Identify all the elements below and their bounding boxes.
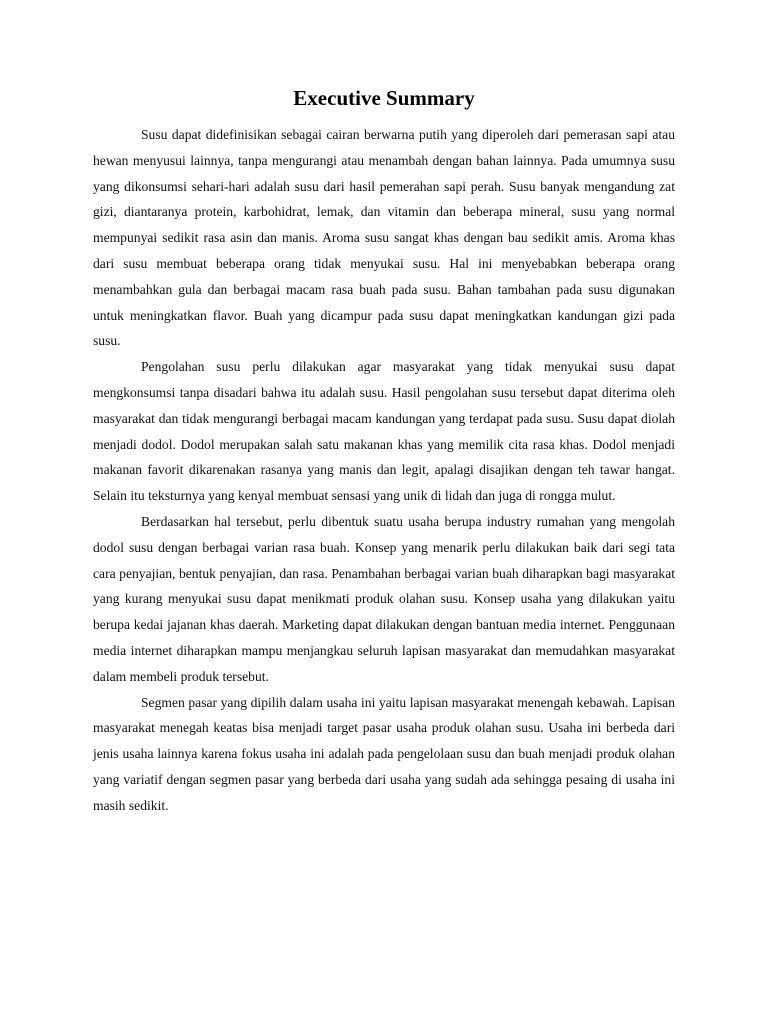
paragraph-4: Segmen pasar yang dipilih dalam usaha ini yaitu lapisan masyarakat menengah kebawah. Lapisan masyarakat menegah keatas bisa menjadi target pasar usaha produk olahan susu. Usaha ini berbeda dari jenis usaha lainnya karena fokus usaha ini adalah pada pengelolaan susu dan buah menjadi produk olahan yang variatif dengan segmen pasar yang berbeda dari usaha yang sudah ada sehingga pesaing di usaha ini masih sedikit. bbox=[93, 694, 675, 813]
paragraph-3: Berdasarkan hal tersebut, perlu dibentuk suatu usaha berupa industry rumahan yang mengolah dodol susu dengan berbagai varian rasa buah. Konsep yang menarik perlu dilakukan baik dari segi tata cara penyajian, bentuk penyajian, dan rasa. Penambahan berbagai varian buah diharapkan bagi masyarakat yang kurang menyukai susu dapat menikmati produk olahan susu. Konsep usaha yang dilakukan yaitu berupa kedai jajanan khas daerah. Marketing dapat dilakukan dengan bantuan media internet. Penggunaan media internet diharapkan mampu menjangkau seluruh lapisan masyarakat dan memudahkan masyarakat dalam membeli produk tersebut. bbox=[93, 513, 675, 684]
document-body bbox=[93, 122, 675, 819]
paragraph-2: Pengolahan susu perlu dilakukan agar masyarakat yang tidak menyukai susu dapat mengkonsumsi tanpa disadari bahwa itu adalah susu. Hasil pengolahan susu tersebut dapat diterima oleh masyarakat dan tidak mengurangi berbagai macam kandungan yang terdapat pada susu. Susu dapat diolah menjadi dodol. Dodol merupakan salah satu makanan khas yang memilik cita rasa khas. Dodol menjadi makanan favorit dikarenakan rasanya yang manis dan legit, apalagi disajikan dengan teh tawar hangat. Selain itu teksturnya yang kenyal membuat sensasi yang unik di lidah dan juga di rongga mulut. bbox=[93, 359, 675, 504]
page-title: Executive Summary bbox=[293, 86, 475, 110]
paragraph-1: Susu dapat didefinisikan sebagai cairan berwarna putih yang diperoleh dari pemerasan sapi atau hewan menyusui lainnya, tanpa mengurangi atau menambah dengan bahan lainnya. Pada umumnya susu yang dikonsumsi sehari-hari adalah susu dari hasil pemerahan sapi perah. Susu banyak mengandung zat gizi, diantaranya protein, karbohidrat, lemak, dan vitamin dan beberapa mineral, susu yang normal mempunyai sedikit rasa asin dan manis. Aroma susu sangat khas dengan bau sedikit amis. Aroma khas dari susu membuat beberapa orang tidak menyukai susu. Hal ini menyebabkan beberapa orang menambahkan gula dan berbagai macam rasa buah pada susu. Bahan tambahan pada susu digunakan untuk meningkatkan flavor. Buah yang dicampur pada susu dapat meningkatkan kandungan gizi pada susu. bbox=[93, 127, 675, 349]
